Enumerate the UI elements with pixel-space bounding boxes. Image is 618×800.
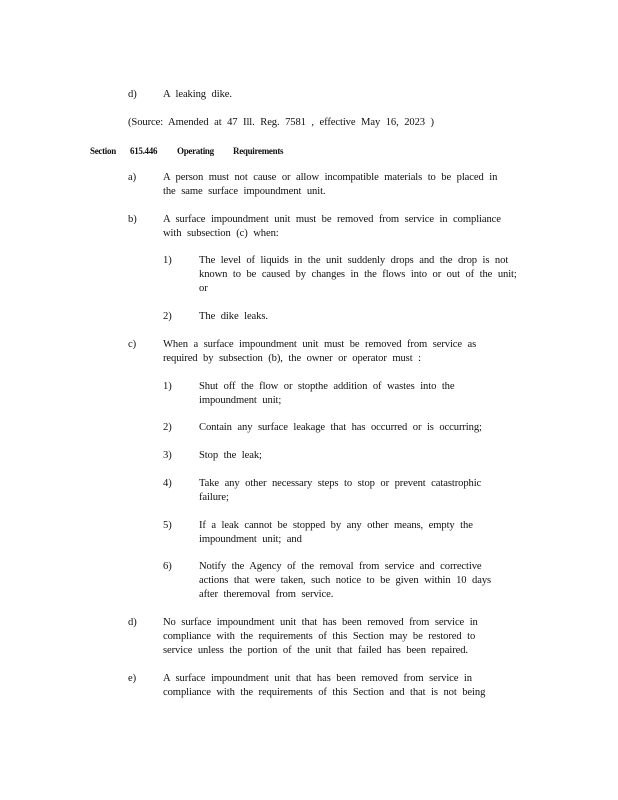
item-d-line: compliance with the requirements of this Section may be restored to [163, 631, 476, 642]
section-number: 615.446 [130, 146, 158, 156]
item-c5-label: 5) [163, 520, 172, 531]
item-c-line: required by subsection (b), the owner or operator must : [163, 353, 421, 364]
item-a-line: the same surface impoundment unit. [163, 186, 326, 197]
section-title-2: Requirements [233, 146, 284, 156]
item-a-line: A person must not cause or allow incompatible materials to be placed in [163, 172, 498, 183]
item-e-label: e) [128, 673, 137, 684]
item-b2-line: The dike leaks. [199, 311, 268, 322]
section-title-1: Operating [177, 146, 214, 156]
item-b1-label: 1) [163, 255, 172, 266]
item-c4-line: failure; [199, 492, 229, 503]
item-c5-line: impoundment unit; and [199, 534, 302, 545]
prev-item-text: A leaking dike. [163, 89, 232, 100]
item-c4-line: Take any other necessary steps to stop or prevent catastrophic [199, 478, 482, 489]
item-c2-line: Contain any surface leakage that has occurred or is occurring; [199, 422, 482, 433]
item-a-label: a) [128, 172, 137, 183]
item-c6-line: actions that were taken, such notice to be given within 10 days [199, 575, 492, 586]
item-b-line: with subsection (c) when: [163, 228, 279, 239]
item-c6-line: after theremoval from service. [199, 589, 334, 600]
item-d-line: No surface impoundment unit that has been removed from service in [163, 617, 478, 628]
item-c5-line: If a leak cannot be stopped by any other means, empty the [199, 520, 473, 531]
prev-item-label: d) [128, 89, 137, 100]
item-c1-line: impoundment unit; [199, 395, 282, 406]
item-c2-label: 2) [163, 422, 172, 433]
item-b-line: A surface impoundment unit must be removed from service in compliance [163, 214, 501, 225]
item-b1-line: The level of liquids in the unit suddenly drops and the drop is not [199, 255, 509, 266]
item-c6-line: Notify the Agency of the removal from service and corrective [199, 561, 482, 572]
item-c6-label: 6) [163, 561, 172, 572]
item-c3-label: 3) [163, 450, 172, 461]
item-e-line: A surface impoundment unit that has been removed from service in [163, 673, 472, 684]
item-d-line: service unless the portion of the unit that failed has been repaired. [163, 645, 468, 656]
item-c1-label: 1) [163, 381, 172, 392]
item-b1-line: known to be caused by changes in the flows into or out of the unit; [199, 269, 517, 280]
item-d-label: d) [128, 617, 137, 628]
item-c-label: c) [128, 339, 137, 350]
item-c-line: When a surface impoundment unit must be removed from service as [163, 339, 477, 350]
item-b2-label: 2) [163, 311, 172, 322]
source-note: (Source: Amended at 47 Ill. Reg. 7581 , effective May 16, 2023 ) [128, 117, 434, 128]
item-b-label: b) [128, 214, 137, 225]
item-b1-line: or [199, 283, 208, 294]
item-c4-label: 4) [163, 478, 172, 489]
item-c1-line: Shut off the flow or stopthe addition of wastes into the [199, 381, 455, 392]
item-e-line: compliance with the requirements of this Section and that is not being [163, 687, 486, 698]
item-c3-line: Stop the leak; [199, 450, 262, 461]
section-word: Section [90, 146, 116, 156]
